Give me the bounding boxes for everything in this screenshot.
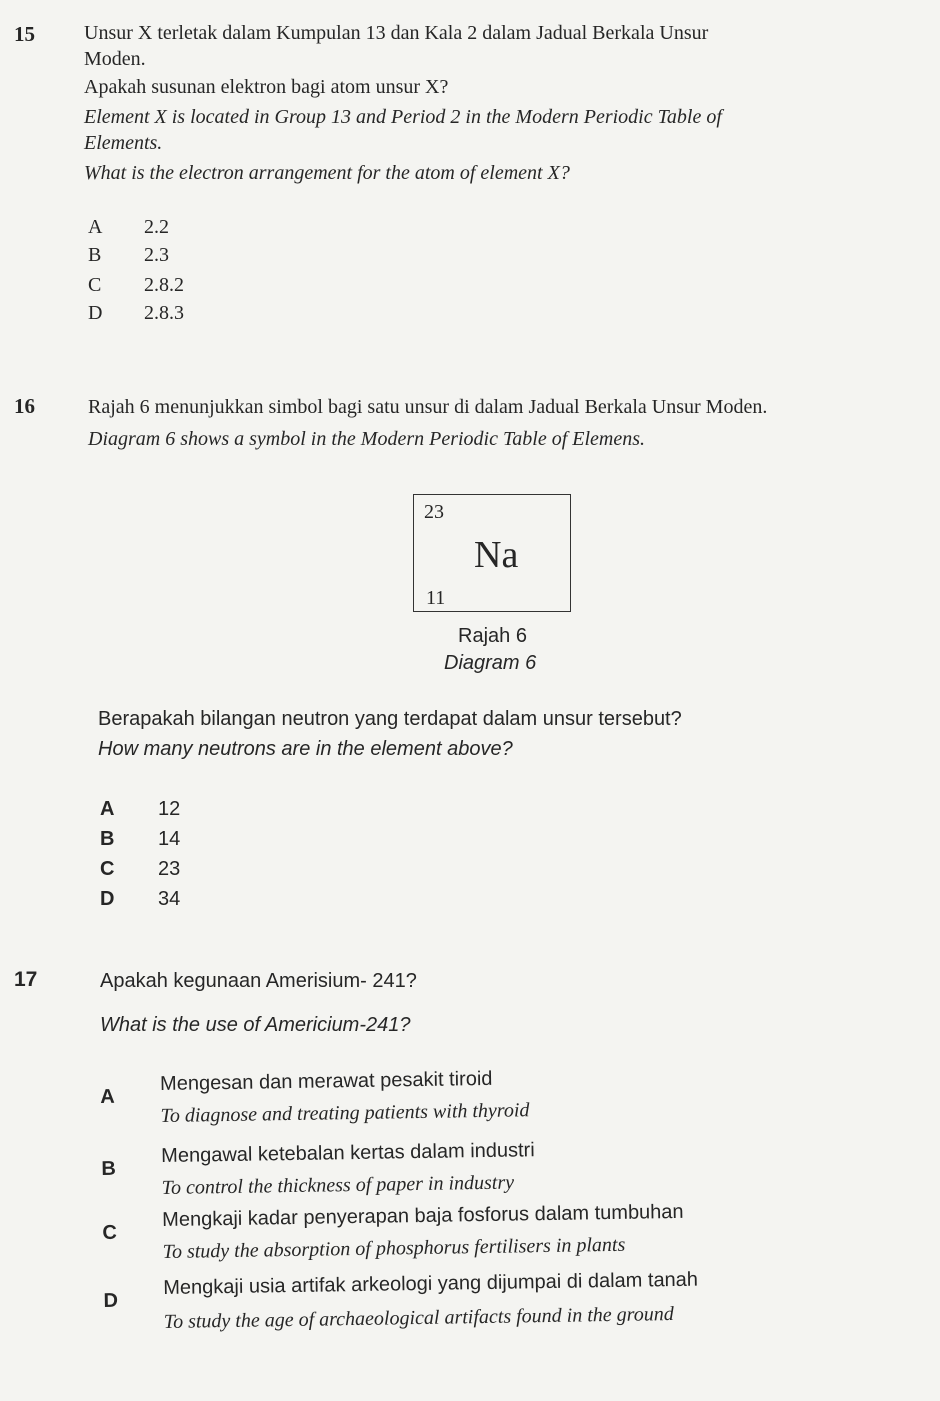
question-text-english-line1: Element X is located in Group 13 and Period 2 in the Modern Periodic Table of	[84, 106, 722, 128]
option-text-malay[interactable]: Mengkaji kadar penyerapan baja fosforus dalam tumbuhan	[162, 1200, 684, 1232]
question-prompt-malay: Berapakah bilangan neutron yang terdapat dalam unsur tersebut?	[98, 708, 682, 730]
option-value[interactable]: 2.8.3	[144, 302, 184, 324]
question-prompt-english: How many neutrons are in the element above?	[98, 738, 513, 760]
mass-number: 23	[424, 501, 444, 523]
option-label[interactable]: A	[100, 1085, 115, 1108]
option-text-english[interactable]: To study the age of archaeological artifacts found in the ground	[163, 1303, 674, 1334]
diagram-caption-english: Diagram 6	[444, 652, 537, 674]
question-number: 17	[14, 968, 38, 991]
question-prompt-english: What is the electron arrangement for the atom of element X?	[84, 162, 570, 184]
question-number: 15	[14, 22, 35, 46]
option-label[interactable]: A	[100, 798, 115, 820]
option-text-malay[interactable]: Mengkaji usia artifak arkeologi yang dijumpai di dalam tanah	[163, 1268, 699, 1300]
question-number: 16	[14, 394, 35, 418]
option-text-malay[interactable]: Mengawal ketebalan kertas dalam industri	[161, 1139, 535, 1168]
diagram-caption-malay: Rajah 6	[458, 625, 527, 647]
option-text-english[interactable]: To diagnose and treating patients with thyroid	[160, 1099, 530, 1128]
option-label[interactable]: B	[100, 828, 115, 850]
proton-number: 11	[426, 587, 446, 609]
option-label[interactable]: C	[100, 858, 115, 880]
option-label[interactable]: D	[100, 888, 115, 910]
option-label[interactable]: B	[88, 244, 102, 266]
question-prompt-malay: Apakah susunan elektron bagi atom unsur X?	[84, 76, 449, 98]
option-value[interactable]: 2.8.2	[144, 274, 184, 296]
option-value[interactable]: 14	[158, 828, 181, 850]
option-label[interactable]: B	[101, 1157, 117, 1180]
element-symbol: Na	[474, 534, 519, 576]
option-value[interactable]: 2.2	[144, 216, 169, 238]
question-text-malay-line2: Moden.	[84, 48, 146, 70]
question-intro-malay: Rajah 6 menunjukkan simbol bagi satu unsur di dalam Jadual Berkala Unsur Moden.	[88, 396, 768, 418]
option-label[interactable]: D	[103, 1289, 119, 1312]
option-label[interactable]: C	[102, 1221, 118, 1244]
option-value[interactable]: 34	[158, 888, 181, 910]
question-text-malay-line1: Unsur X terletak dalam Kumpulan 13 dan Kala 2 dalam Jadual Berkala Unsur	[84, 22, 709, 44]
option-value[interactable]: 23	[158, 858, 181, 880]
question-prompt-malay: Apakah kegunaan Amerisium- 241?	[100, 970, 417, 992]
option-label[interactable]: D	[88, 302, 103, 324]
question-intro-english: Diagram 6 shows a symbol in the Modern Periodic Table of Elemens.	[88, 428, 646, 450]
option-label[interactable]: C	[88, 274, 102, 296]
question-text-english-line2: Elements.	[84, 132, 163, 154]
option-text-english[interactable]: To control the thickness of paper in industry	[161, 1171, 515, 1200]
option-text-malay[interactable]: Mengesan dan merawat pesakit tiroid	[159, 1067, 493, 1096]
option-value[interactable]: 2.3	[144, 244, 169, 266]
question-prompt-english: What is the use of Americium-241?	[100, 1014, 411, 1036]
option-label[interactable]: A	[88, 216, 103, 238]
option-text-english[interactable]: To study the absorption of phosphorus fertilisers in plants	[162, 1233, 626, 1264]
option-value[interactable]: 12	[158, 798, 181, 820]
